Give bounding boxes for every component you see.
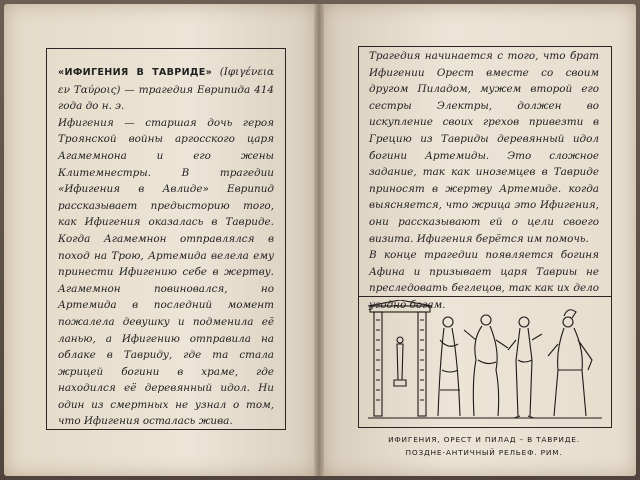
left-page-text xyxy=(58,64,274,430)
illustration-top-rule xyxy=(358,296,611,297)
book-gutter xyxy=(314,4,324,476)
article-title: «ИФИГЕНИЯ В ТАВРИДЕ» xyxy=(58,67,213,78)
relief-illustration xyxy=(368,300,602,422)
right-body-text: Трагедия начинается с того, что брат Ифигении Орест вместе со своим другом Пиладом, мужем второй его сестры Электры, должен во искупление своих грехов привезти в Грецию из Тавриды деревянный идол богини Артемиды. Это сложное задание, так как иноземцев в Тавриде приносят в жертву Артемиде. когда выясняется, что жрица это Ифигения, они рассказывают ей о цели своего визита. Ифигения берётся им помочь. xyxy=(369,50,599,245)
caption-line-1: ИФИГЕНИЯ, ОРЕСТ И ПИЛАД – В ТАВРИДЕ. xyxy=(388,435,580,444)
right-page-text xyxy=(369,48,599,314)
article-intro: (Ιφιγένεια εν Ταύροις) — трагедия Еврипида 414 года до н. э. xyxy=(58,66,274,113)
right-body-text-2: В конце трагедии появляется богиня Афина и призывает царя Тавриы не преследовать беглецов, так как их дело угодно богам. xyxy=(369,249,599,311)
left-body-text: Ифигения — старшая дочь героя Троянской войны аргосского царя Агамемнона и его жены Клитемнестры. В трагедии «Ифигения в Авлиде» Еврипид рассказывает предысторию того, как Ифигения оказалась в Тавриде. Когда Агамемнон отправлялся в поход на Трою, Артемида велела ему принести Ифигению себе в жертву. Агамемнон повиновался, но Артемида в последний момент пожалела девушку и подменила её ланью, а Ифигению отправила на облаке в Тавриду, где та стала жрицей богини в храме, где находился её деревянный идол. Ни один из смертных не узнал о том, что Ифигения осталась жива. xyxy=(58,116,274,428)
caption-line-2: ПОЗДНЕ-АНТИЧНЫЙ РЕЛЬЕФ. РИМ. xyxy=(405,448,563,457)
